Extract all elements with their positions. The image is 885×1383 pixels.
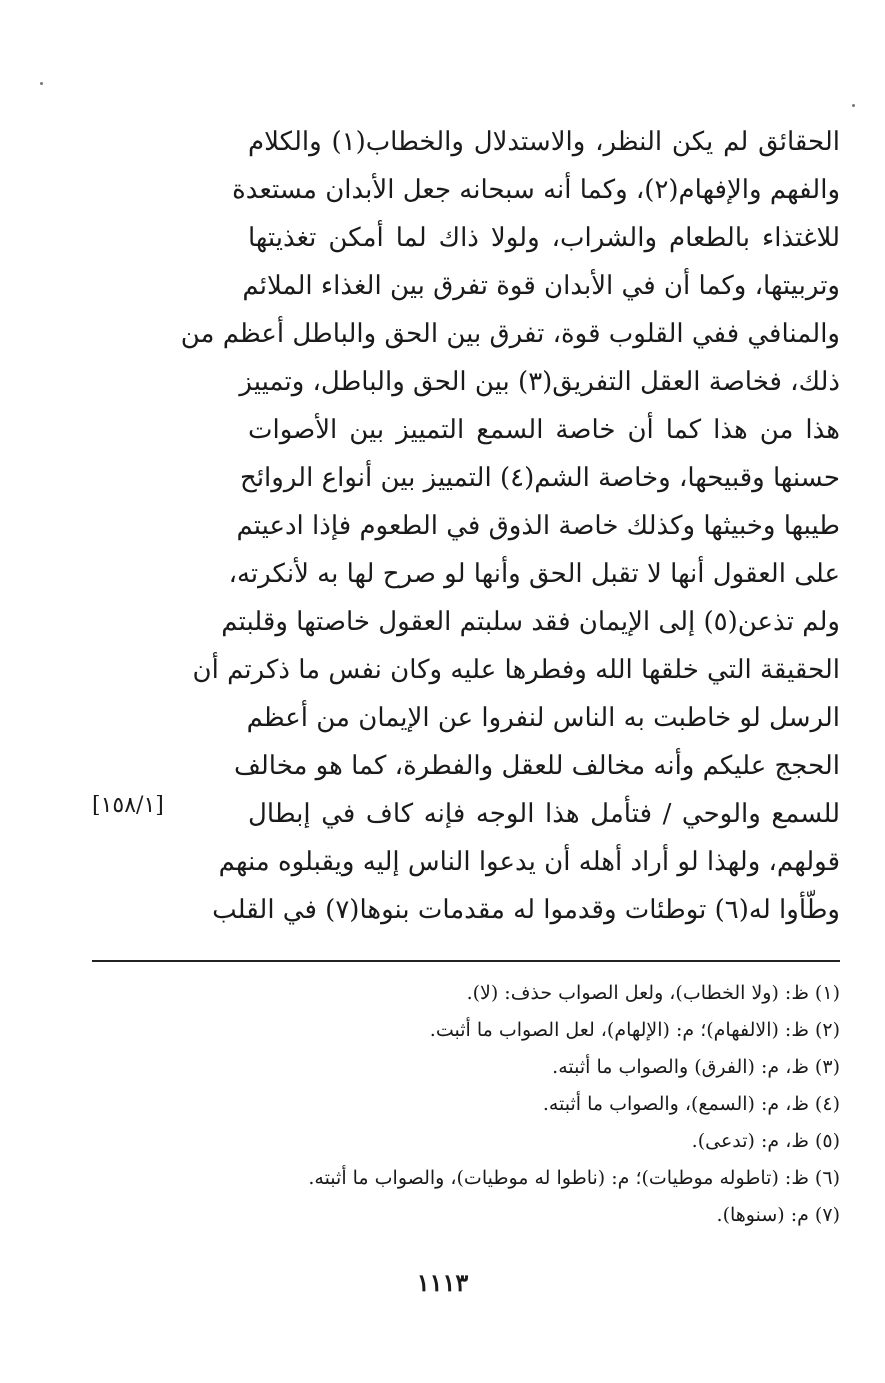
text-line: الرسل لو خاطبت به الناس لنفروا عن الإيمان من أعظم (246, 703, 840, 733)
footnote: (١) ظ: (ولا الخطاب)، ولعل الصواب حذف: (لا). (466, 982, 840, 1004)
page-number: ١١١٣ (416, 1268, 469, 1297)
text-line: وطّأوا له(٦) توطئات وقدموا له مقدمات بنوها(٧) في القلب (212, 895, 840, 925)
text-line: والفهم والإفهام(٢)، وكما أنه سبحانه جعل الأبدان مستعدة (232, 175, 840, 205)
text-line: الحقائق لم يكن النظر، والاستدلال والخطاب(١) والكلام (248, 127, 840, 157)
text-line: ذلك، فخاصة العقل التفريق(٣) بين الحق والباطل، وتمييز (239, 367, 840, 397)
text-line: قولهم، ولهذا لو أراد أهله أن يدعوا الناس إليه ويقبلوه منهم (218, 847, 840, 877)
text-line: حسنها وقبيحها، وخاصة الشم(٤) التمييز بين أنواع الروائح (240, 463, 840, 493)
scan-speck-left (40, 82, 43, 85)
footnote: (٤) ظ، م: (السمع)، والصواب ما أثبته. (542, 1093, 840, 1115)
text-line: على العقول أنها لا تقبل الحق وأنها لو صرح لها به لأنكرته، (228, 559, 840, 589)
margin-reference: [١٥٨/١] (92, 793, 164, 818)
footnote: (٢) ظ: (الالفهام)؛ م: (الإلهام)، لعل الصواب ما أثبت. (429, 1019, 840, 1041)
text-line: ولم تذعن(٥) إلى الإيمان فقد سلبتم العقول خاصتها وقلبتم (221, 607, 840, 637)
text-line: للاغتذاء بالطعام والشراب، ولولا ذاك لما أمكن تغذيتها (248, 223, 840, 253)
text-line: الحقيقة التي خلقها الله وفطرها عليه وكان نفس ما ذكرتم أن (192, 655, 840, 685)
footnote: (٦) ظ: (تاطوله موطيات)؛ م: (ناطوا له موطيات)، والصواب ما أثبته. (308, 1167, 840, 1189)
text-line: هذا من هذا كما أن خاصة السمع التمييز بين الأصوات (248, 415, 840, 445)
footnote: (٥) ظ، م: (تدعى). (691, 1130, 840, 1152)
scan-speck-right (852, 104, 855, 107)
main-text (180, 118, 840, 934)
text-line: الحجج عليكم وأنه مخالف للعقل والفطرة، كما هو مخالف (233, 751, 840, 781)
text-line: والمنافي ففي القلوب قوة، تفرق بين الحق والباطل أعظم من (180, 319, 840, 349)
text-line: طيبها وخبيثها وكذلك خاصة الذوق في الطعوم فإذا ادعيتم (236, 511, 840, 541)
footnote: (٧) م: (سنوها). (716, 1204, 840, 1226)
footnote: (٣) ظ، م: (الفرق) والصواب ما أثبته. (552, 1056, 840, 1078)
text-line: للسمع والوحي / فتأمل هذا الوجه فإنه كاف في إبطال (248, 799, 840, 829)
footnotes (92, 975, 840, 1234)
footnote-separator (92, 960, 840, 962)
text-line: وتربيتها، وكما أن في الأبدان قوة تفرق بين الغذاء الملائم (242, 271, 840, 301)
